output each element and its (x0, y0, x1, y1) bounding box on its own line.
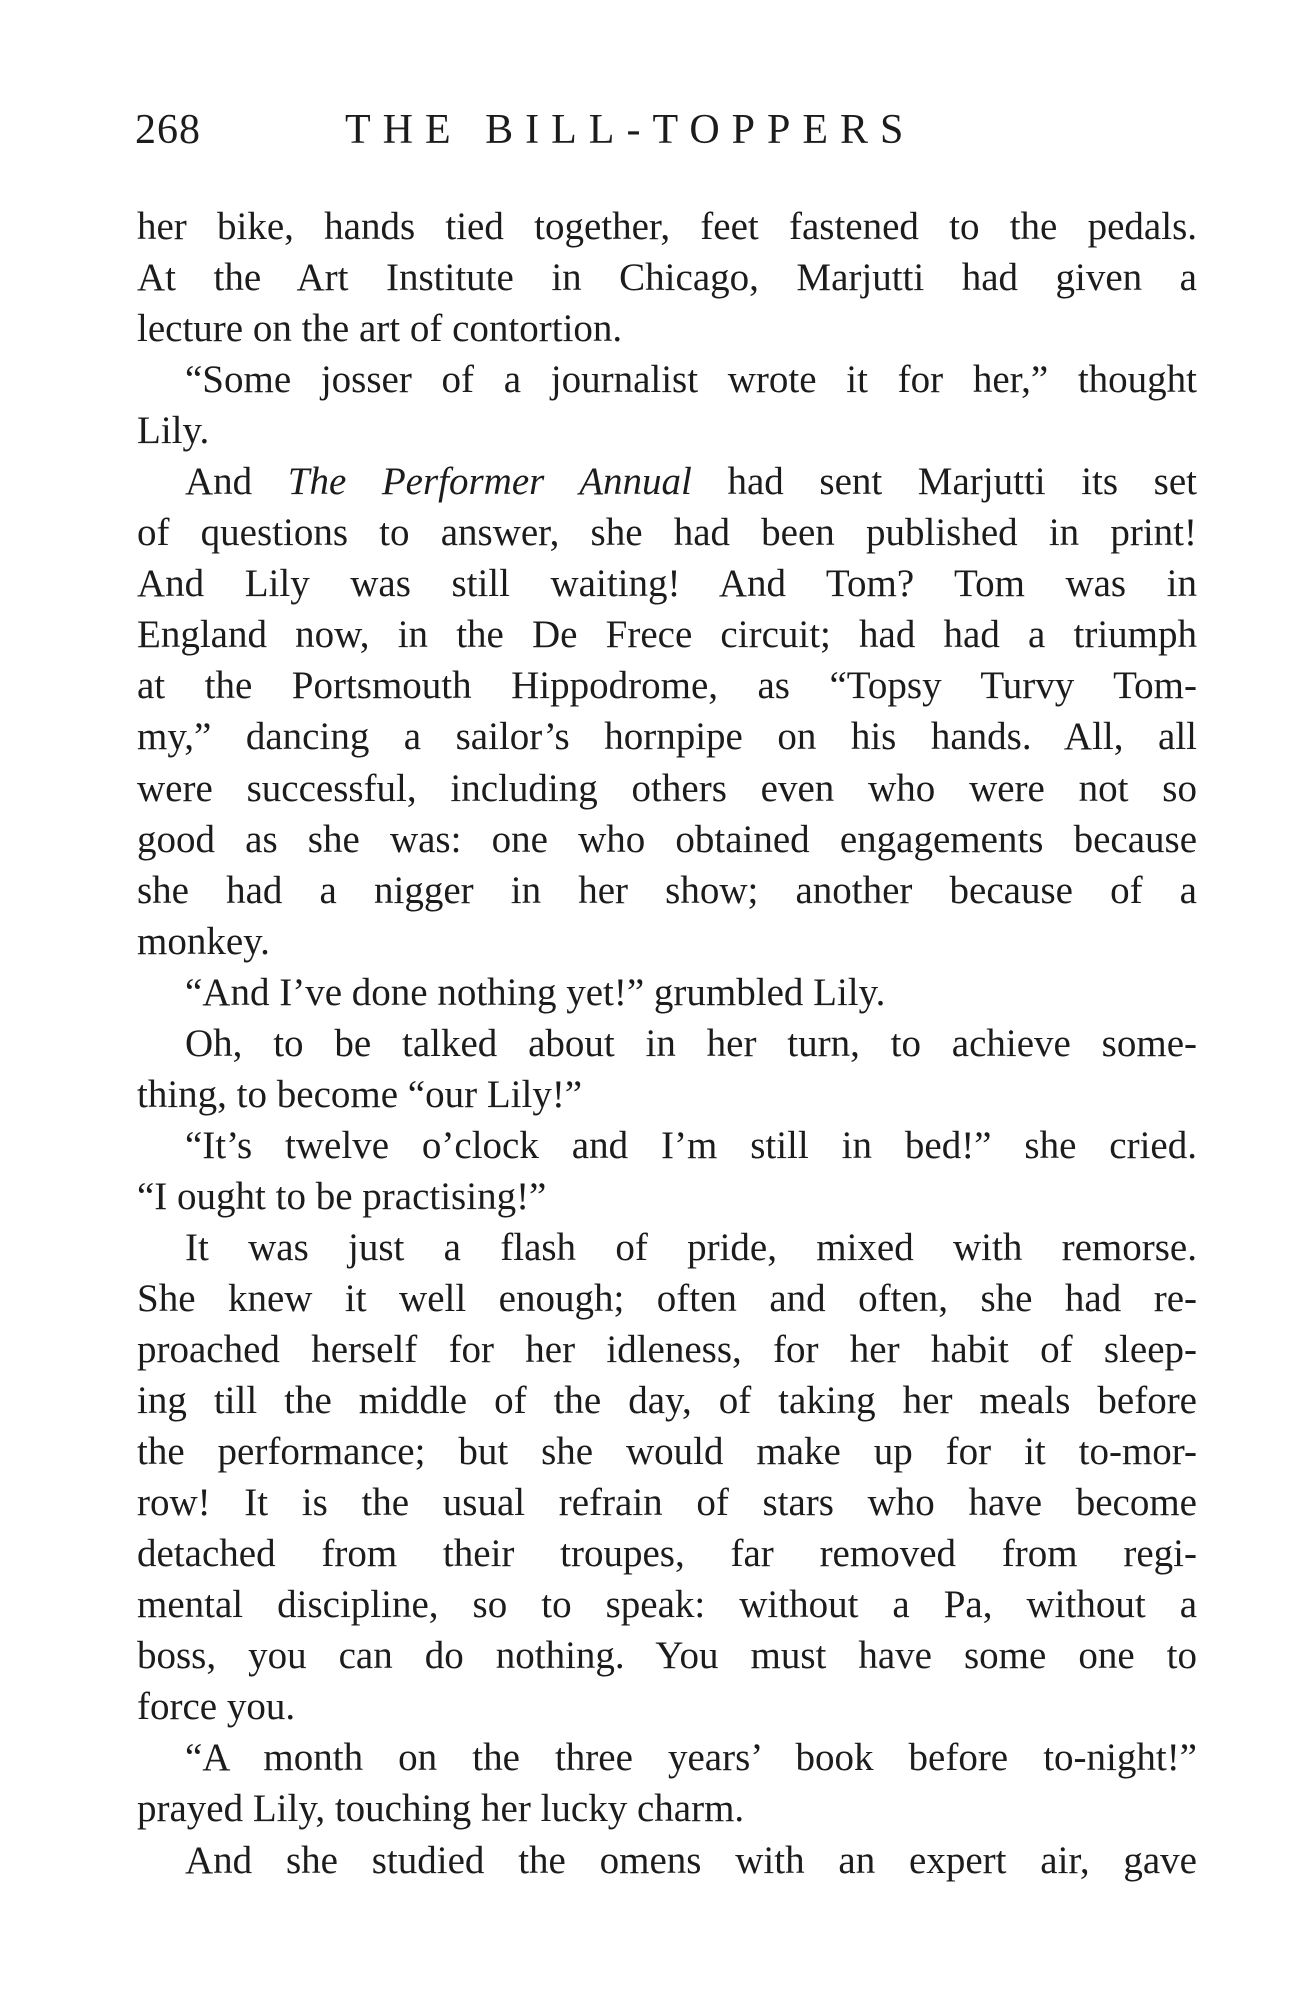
text-line: prayed Lily, touching her lucky charm. (137, 1787, 745, 1831)
text-line: proached herself for her idleness, for her habit of sleep- (137, 1328, 1197, 1372)
text-line: of questions to answer, she had been published in print! (137, 511, 1197, 555)
text-line: And Lily was still waiting! And Tom? Tom was in (137, 562, 1197, 606)
body-text (137, 201, 1197, 1886)
text-line: were successful, including others even who were not so (137, 766, 1197, 810)
running-title: THE BILL-TOPPERS (345, 107, 916, 153)
text-line: row! It is the usual refrain of stars who have become (137, 1481, 1197, 1525)
running-head (135, 100, 1195, 160)
page-number: 268 (135, 107, 201, 153)
text-line: detached from their troupes, far removed from regi- (137, 1532, 1197, 1576)
text-line: “I ought to be practising!” (137, 1174, 547, 1218)
text-line: It was just a flash of pride, mixed with remorse. (185, 1225, 1197, 1269)
text-line: Lily. (137, 409, 210, 453)
text-run: And (185, 460, 288, 504)
text-line: lecture on the art of contortion. (137, 307, 623, 351)
text-line: mental discipline, so to speak: without a Pa, without a (137, 1583, 1197, 1627)
text-line: boss, you can do nothing. You must have some one to (137, 1634, 1197, 1678)
text-line: At the Art Institute in Chicago, Marjutti had given a (137, 256, 1197, 300)
text-line: “Some josser of a journalist wrote it for her,” thought (185, 358, 1197, 402)
text-line: England now, in the De Frece circuit; had had a triumph (137, 613, 1197, 657)
text-line: “It’s twelve o’clock and I’m still in bed!” she cried. (185, 1123, 1197, 1167)
text-line: And she studied the omens with an expert air, gave (185, 1838, 1197, 1882)
text-line: at the Portsmouth Hippodrome, as “Topsy Turvy Tom- (137, 664, 1197, 708)
text-line: thing, to become “our Lily!” (137, 1072, 583, 1116)
text-line: her bike, hands tied together, feet fastened to the pedals. (137, 205, 1197, 248)
book-title: The Performer Annual (287, 460, 692, 504)
text-line (137, 456, 1197, 507)
text-line: monkey. (137, 919, 270, 963)
text-line: She knew it well enough; often and often, she had re- (137, 1276, 1197, 1320)
text-line: “A month on the three years’ book before to-night!” (185, 1736, 1197, 1780)
text-line: good as she was: one who obtained engagements because (137, 817, 1197, 861)
text-line: Oh, to be talked about in her turn, to achieve some- (185, 1021, 1197, 1065)
text-line: ing till the middle of the day, of taking her meals before (137, 1379, 1197, 1423)
text-line: the performance; but she would make up for it to-mor- (137, 1430, 1197, 1474)
text-line: she had a nigger in her show; another because of a (137, 868, 1197, 912)
text-line: “And I’ve done nothing yet!” grumbled Lily. (185, 970, 886, 1014)
text-line: force you. (137, 1685, 296, 1729)
text-run: had sent Marjutti its set (691, 460, 1197, 504)
text-line: my,” dancing a sailor’s hornpipe on his hands. All, all (137, 715, 1197, 759)
